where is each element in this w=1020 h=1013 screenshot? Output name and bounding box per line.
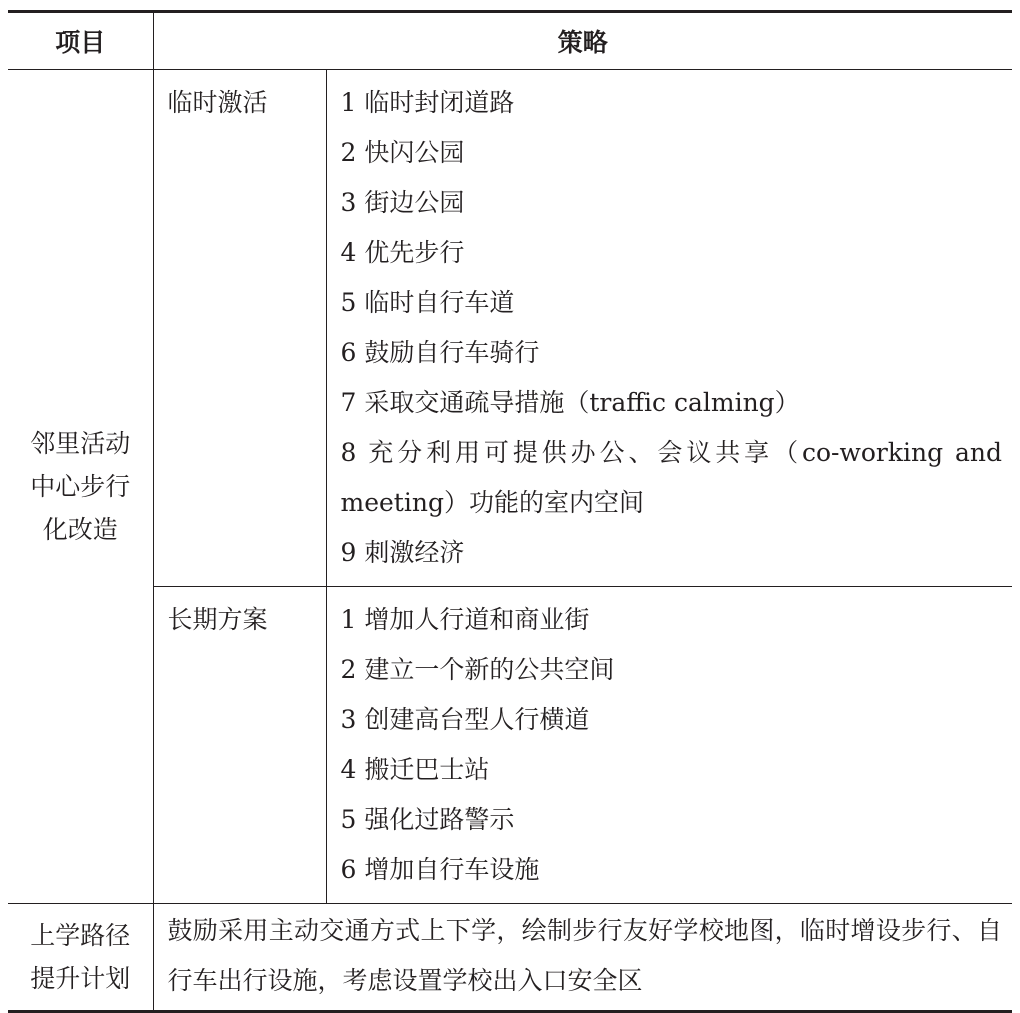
strategy-longterm [326, 587, 1012, 904]
list-item: 5 临时自行车道 [340, 288, 515, 317]
phase-temporary: 临时激活 [153, 70, 326, 587]
project-school [8, 904, 153, 1012]
table-row-temporary [8, 70, 1012, 587]
list-item: 6 鼓励自行车骑行 [340, 338, 540, 367]
list-item: 6 增加自行车设施 [340, 855, 540, 884]
project-line: 中心步行 [30, 472, 131, 501]
strategy-temporary [326, 70, 1012, 587]
strategy-school: 鼓励采用主动交通方式上下学，绘制步行友好学校地图，临时增设步行、自行车出行设施，考虑设置学校出入口安全区 [153, 904, 1012, 1012]
list-item: 1 增加人行道和商业街 [340, 605, 590, 634]
list-item: 2 快闪公园 [340, 138, 465, 167]
header-project: 项目 [55, 28, 106, 57]
project-neighborhood [8, 70, 153, 904]
header-strategy: 策略 [153, 12, 1012, 70]
list-item: 8 充分利用可提供办公、会议共享（co-working and meeting）功能的室内空间 [340, 438, 1003, 517]
list-item: 3 街边公园 [340, 188, 465, 217]
project-line: 化改造 [42, 515, 118, 544]
project-line: 邻里活动 [30, 429, 131, 458]
list-item: 2 建立一个新的公共空间 [340, 655, 615, 684]
list-item: 9 刺激经济 [340, 538, 465, 567]
project-line: 上学路径 [30, 921, 131, 950]
list-item: 1 临时封闭道路 [340, 88, 515, 117]
table-row-school [8, 904, 1012, 1012]
list-item: 7 采取交通疏导措施（traffic calming） [340, 388, 800, 417]
list-item: 4 优先步行 [340, 238, 465, 267]
list-item: 3 创建高台型人行横道 [340, 705, 590, 734]
strategy-table [8, 10, 1012, 1013]
phase-longterm: 长期方案 [153, 587, 326, 904]
list-item: 5 强化过路警示 [340, 805, 515, 834]
project-line: 提升计划 [30, 964, 131, 993]
table-header-row [8, 12, 1012, 70]
list-item: 4 搬迁巴士站 [340, 755, 490, 784]
table-row-longterm [8, 587, 1012, 904]
